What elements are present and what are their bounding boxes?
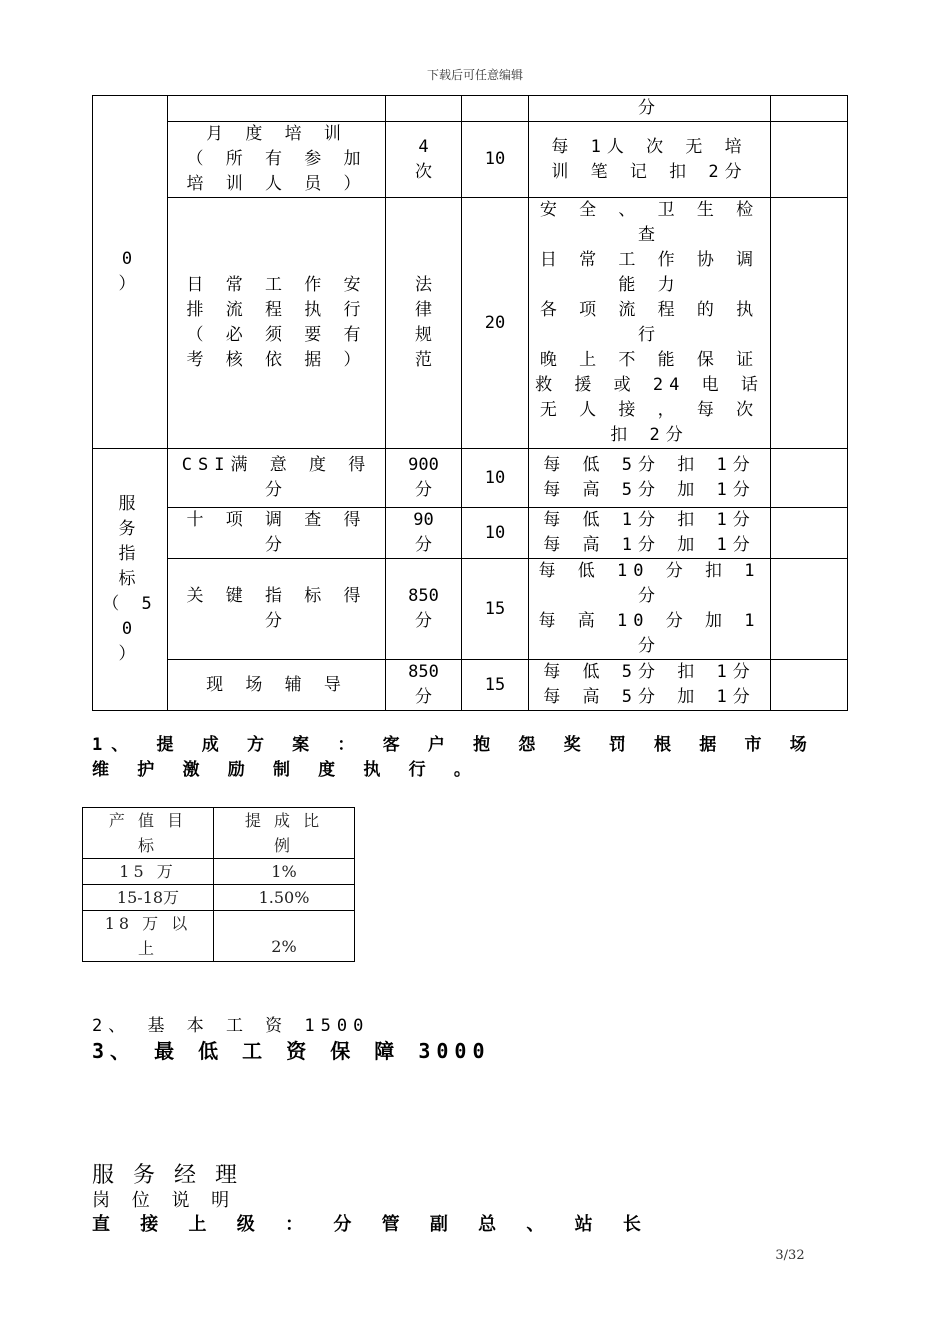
score-cell (462, 96, 529, 122)
header-note: 下载后可任意编辑 (426, 68, 523, 82)
ratio-cell: 1% (214, 859, 355, 885)
remark-cell (771, 660, 848, 711)
rule-cell: 每 1人 次 无 培 训 笔 记 扣 2分 (529, 122, 771, 198)
score-cell: 20 (462, 198, 529, 449)
table-row (83, 911, 355, 962)
target-cell: 18 万 以 上 (83, 911, 214, 962)
rule-cell: 每 低 10 分 扣 1 分 每 高 10 分 加 1 分 (529, 559, 771, 660)
item-cell: 十 项 调 查 得 分 (168, 508, 386, 559)
standard-cell: 850 分 (386, 660, 462, 711)
remark-cell (771, 198, 848, 449)
item-cell: 月 度 培 训 （ 所 有 参 加 培 训 人 员 ） (168, 122, 386, 198)
score-cell: 15 (462, 559, 529, 660)
table-header-row (83, 808, 355, 859)
score-cell: 10 (462, 449, 529, 508)
score-table (92, 95, 848, 711)
table-row (93, 559, 848, 660)
table-row (93, 96, 848, 122)
standard-cell: 90 分 (386, 508, 462, 559)
rule-cell: 每 低 5分 扣 1分 每 高 5分 加 1分 (529, 449, 771, 508)
remark-cell (771, 449, 848, 508)
direct-supervisor-line: 直 接 上 级 ： 分 管 副 总 、 站 长 (92, 1214, 653, 1235)
item-cell: CSI满 意 度 得 分 (168, 449, 386, 508)
standard-cell: 4 次 (386, 122, 462, 198)
table-row (93, 449, 848, 508)
table-row (93, 508, 848, 559)
table-row (93, 198, 848, 449)
rule-cell: 分 (529, 96, 771, 122)
category-cell: 服 务 指 标 （ 5 0 ） (93, 449, 168, 711)
item-cell: 关 键 指 标 得 分 (168, 559, 386, 660)
page-number: 3/32 (775, 1248, 805, 1263)
item-cell: 现 场 辅 导 (168, 660, 386, 711)
rule-cell: 每 低 5分 扣 1分 每 高 5分 加 1分 (529, 660, 771, 711)
target-cell: 15-18万 (83, 885, 214, 911)
target-cell: 15 万 (83, 859, 214, 885)
table-row (83, 885, 355, 911)
score-cell: 15 (462, 660, 529, 711)
standard-cell: 法 律 规 范 (386, 198, 462, 449)
table-row (83, 859, 355, 885)
rule-cell: 每 低 1分 扣 1分 每 高 1分 加 1分 (529, 508, 771, 559)
role-description-heading: 岗 位 说 明 (92, 1190, 238, 1211)
target-header: 产 值 目 标 (83, 808, 214, 859)
remark-cell (771, 122, 848, 198)
ratio-cell: 1.50% (214, 885, 355, 911)
standard-cell (386, 96, 462, 122)
table-row (93, 660, 848, 711)
rule-cell: 安 全 、 卫 生 检 查 日 常 工 作 协 调 能 力 各 项 流 程 的 执 行 晚 上 不 能 保 证 救 援 或 24 电 话 无 人 接 ， 每 次 扣 2分 (529, 198, 771, 449)
score-cell: 10 (462, 508, 529, 559)
ratio-header: 提 成 比 例 (214, 808, 355, 859)
standard-cell: 850 分 (386, 559, 462, 660)
ratio-cell: 2% (214, 911, 355, 962)
role-title: 服 务 经 理 (92, 1163, 243, 1188)
commission-plan-paragraph: 1、 提 成 方 案 ： 客 户 抱 怨 奖 罚 根 据 市 场 维 护 激 励 制 度 执 行 。 (92, 735, 816, 780)
item-cell: 日 常 工 作 安 排 流 程 执 行 （ 必 须 要 有 考 核 依 据 ） (168, 198, 386, 449)
score-cell: 10 (462, 122, 529, 198)
standard-cell: 900 分 (386, 449, 462, 508)
table-row (93, 122, 848, 198)
base-salary-line: 2、 基 本 工 资 1500 (92, 1016, 370, 1036)
category-cell: 0 ） (93, 96, 168, 449)
item-cell (168, 96, 386, 122)
minimum-salary-line: 3、 最 低 工 资 保 障 3000 (92, 1039, 491, 1063)
remark-cell (771, 559, 848, 660)
commission-table (82, 807, 355, 962)
remark-cell (771, 508, 848, 559)
remark-cell (771, 96, 848, 122)
